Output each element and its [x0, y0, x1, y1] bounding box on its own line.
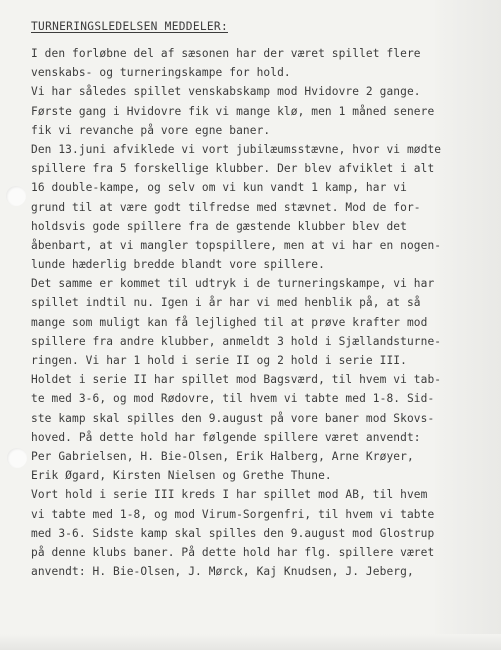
text-line: lunde hæderlig bredde blandt vore spillere.	[31, 258, 325, 272]
typewritten-text	[31, 20, 451, 581]
text-line: I den forløbne del af sæsonen har der været spillet flere	[31, 47, 421, 60]
text-line: 16 double-kampe, og selv om vi kun vandt 1 kamp, har vi	[31, 181, 407, 195]
paragraph	[31, 485, 451, 581]
text-line: spillere fra andre klubber, anmeldt 3 hold i Sjællandsturne-	[31, 334, 442, 348]
text-line: Erik Øgard, Kirsten Nielsen og Grethe Thune.	[31, 469, 332, 483]
paragraph	[31, 82, 451, 140]
punch-hole-lower	[7, 448, 27, 468]
text-line: ste kamp skal spilles den 9.august på vore baner mod Skovs-	[31, 411, 435, 425]
text-line: hoved. På dette hold har følgende spillere været anvendt:	[31, 430, 421, 444]
paper-bottom-shadow	[0, 634, 501, 650]
text-line: Vort hold i serie III kreds I har spillet mod AB, til hvem	[31, 488, 428, 502]
paragraph	[31, 274, 451, 485]
text-line: Det samme er kommet til udtryk i de turneringskampe, vi har	[31, 277, 435, 291]
text-line: venskabs- og turneringskampe for hold.	[31, 66, 291, 80]
paragraph-container	[31, 44, 451, 581]
text-line: på denne klubs baner. På dette hold har flg. spillere været	[31, 545, 435, 559]
text-line: holdsvis gode spillere fra de gæstende klubber blev det	[31, 219, 407, 233]
text-line: spillere fra 5 forskellige klubber. Der blev afviklet i alt	[31, 162, 435, 176]
text-line: Holdet i serie II har spillet mod Bagsværd, til hvem vi tab-	[31, 373, 442, 387]
text-line: spillet indtil nu. Igen i år har vi med henblik på, at så	[31, 296, 421, 310]
text-line: mange som muligt kan få lejlighed til at prøve krafter mod	[31, 315, 428, 329]
text-line: ringen. Vi har 1 hold i serie II og 2 hold i serie III.	[31, 354, 407, 367]
text-line: vi tabte med 1-8, og mod Virum-Sorgenfri, til hvem vi tabte	[31, 507, 435, 521]
text-line: anvendt: H. Bie-Olsen, J. Mørck, Kaj Knudsen, J. Jeberg,	[31, 565, 414, 579]
document-heading: TURNERINGSLEDELSEN MEDDELER:	[31, 20, 228, 33]
text-line: åbenbart, at vi mangler topspillere, men at vi har en nogen-	[31, 238, 442, 252]
text-line: Den 13.juni afviklede vi vort jubilæumsstævne, hvor vi mødte	[31, 142, 442, 156]
text-line: fik vi revanche på vore egne baner.	[31, 123, 271, 137]
text-line: med 3-6. Sidste kamp skal spilles den 9.august mod Glostrup	[31, 526, 435, 540]
paragraph	[31, 44, 451, 82]
text-line: grund til at være godt tilfredse med stævnet. Mod de for-	[31, 200, 421, 214]
punch-hole-upper	[6, 186, 26, 206]
text-line: Per Gabrielsen, H. Bie-Olsen, Erik Halberg, Arne Krøyer,	[31, 449, 414, 463]
text-line: te med 3-6, og mod Rødovre, til hvem vi tabte med 1-8. Sid-	[31, 392, 435, 406]
text-line: Første gang i Hvidovre fik vi mange klø, men 1 måned senere	[31, 104, 435, 118]
paragraph	[31, 140, 451, 274]
text-line: Vi har således spillet venskabskamp mod Hvidovre 2 gange.	[31, 85, 421, 99]
